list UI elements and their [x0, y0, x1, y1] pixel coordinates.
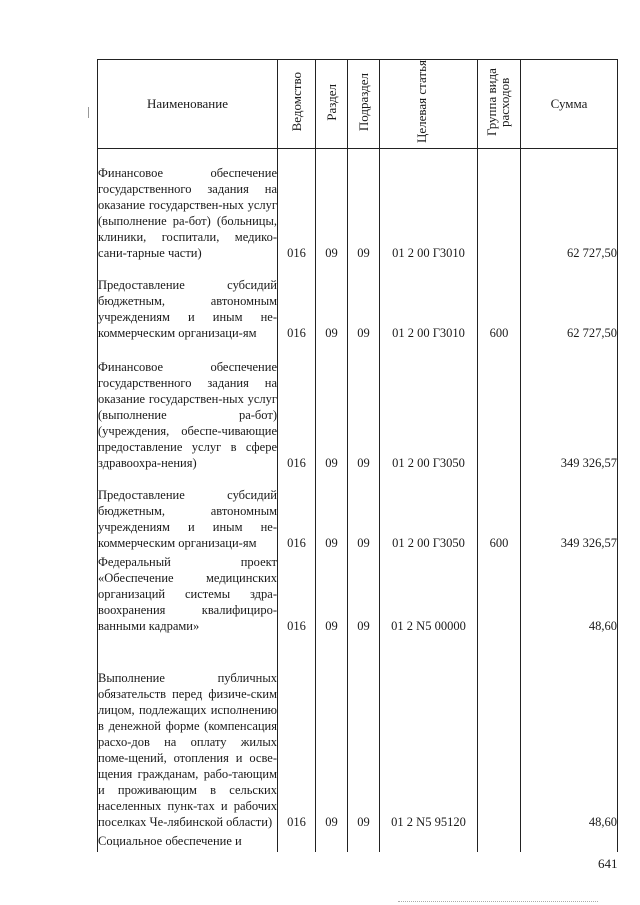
row-amount: 62 727,50: [521, 264, 618, 344]
table-row: [98, 474, 618, 554]
row-amount: 48,60: [521, 554, 618, 637]
row-expense-group: [478, 149, 521, 264]
row-subsection: 09: [348, 149, 380, 264]
table-row: [98, 554, 618, 637]
row-name: Социальное обеспечение и: [98, 833, 278, 852]
row-target-article: 01 2 00 Г3050: [380, 344, 478, 474]
header-amount: Сумма: [521, 60, 618, 149]
row-subsection: 09: [348, 637, 380, 833]
row-section: 09: [316, 474, 348, 554]
row-department: 016: [278, 554, 316, 637]
header-subsection-label: Подраздел: [356, 72, 371, 132]
table-row: [98, 344, 618, 474]
row-name: Предоставление субсидий бюджетным, автономным учреждениям и иным не-коммерческим организаци-ям: [98, 474, 278, 554]
row-name: Федеральный проект «Обеспечение медицинских организаций системы здра-воохранения квалифициро-ванными кадрами»: [98, 554, 278, 637]
header-expense-group-label: Группа вида расходов: [484, 68, 512, 136]
row-name: Финансовое обеспечение государственного задания на оказание государствен-ных услуг (выполнение ра-бот) (больницы, клиники, госпитали, медико-сани-тарные части): [98, 149, 278, 264]
header-target-article: [380, 60, 478, 149]
header-name: Наименование: [98, 60, 278, 149]
row-section: 09: [316, 344, 348, 474]
row-subsection: 09: [348, 264, 380, 344]
row-department: 016: [278, 637, 316, 833]
row-subsection: 09: [348, 554, 380, 637]
header-section-label: Раздел: [324, 83, 339, 121]
row-expense-group: [478, 637, 521, 833]
row-target-article: 01 2 00 Г3050: [380, 474, 478, 554]
table-header-row: [98, 60, 618, 149]
row-department: 016: [278, 149, 316, 264]
table-row: [98, 264, 618, 344]
row-subsection: 09: [348, 474, 380, 554]
table-row: [98, 833, 618, 852]
header-section: [316, 60, 348, 149]
row-expense-group: 600: [478, 474, 521, 554]
row-subsection: 09: [348, 344, 380, 474]
row-subsection: [348, 833, 380, 852]
header-department: [278, 60, 316, 149]
row-expense-group: 600: [478, 264, 521, 344]
row-target-article: 01 2 00 Г3010: [380, 149, 478, 264]
row-name: Выполнение публичных обязательств перед физиче-ским лицом, подлежащих исполнению в денежной форме (компенсация расхо-дов на оплату жилых поме-щений, отопления и осве-щения гражданам, рабо-тающим и проживающим в сельских населенных пунк-тах и рабочих поселках Че-лябинской области): [98, 637, 278, 833]
header-expense-group: [478, 60, 521, 149]
row-amount: 349 326,57: [521, 344, 618, 474]
row-section: 09: [316, 149, 348, 264]
header-subsection: [348, 60, 380, 149]
row-amount: 62 727,50: [521, 149, 618, 264]
row-department: 016: [278, 344, 316, 474]
row-department: [278, 833, 316, 852]
table-row: [98, 637, 618, 833]
row-department: 016: [278, 264, 316, 344]
row-department: 016: [278, 474, 316, 554]
row-section: 09: [316, 554, 348, 637]
row-target-article: 01 2 00 Г3010: [380, 264, 478, 344]
page-number: 641: [598, 856, 618, 871]
row-target-article: 01 2 N5 00000: [380, 554, 478, 637]
row-expense-group: [478, 554, 521, 637]
margin-tick-mark: [88, 107, 89, 118]
table-row: [98, 149, 618, 264]
row-section: 09: [316, 264, 348, 344]
row-amount: 349 326,57: [521, 474, 618, 554]
footer-dotted-line: [398, 901, 598, 902]
budget-table: [97, 59, 618, 852]
row-target-article: 01 2 N5 95120: [380, 637, 478, 833]
header-department-label: Ведомство: [289, 72, 304, 132]
row-amount: 48,60: [521, 637, 618, 833]
row-amount: [521, 833, 618, 852]
row-expense-group: [478, 833, 521, 852]
row-section: 09: [316, 637, 348, 833]
row-section: [316, 833, 348, 852]
row-target-article: [380, 833, 478, 852]
header-target-article-label: Целевая статья: [413, 60, 429, 144]
row-name: Предоставление субсидий бюджетным, автономным учреждениям и иным не-коммерческим организаци-ям: [98, 264, 278, 344]
row-expense-group: [478, 344, 521, 474]
row-name: Финансовое обеспечение государственного задания на оказание государствен-ных услуг (выполнение ра-бот) (учреждения, обеспе-чивающие предоставление услуг в сфере здравоохра-нения): [98, 344, 278, 474]
